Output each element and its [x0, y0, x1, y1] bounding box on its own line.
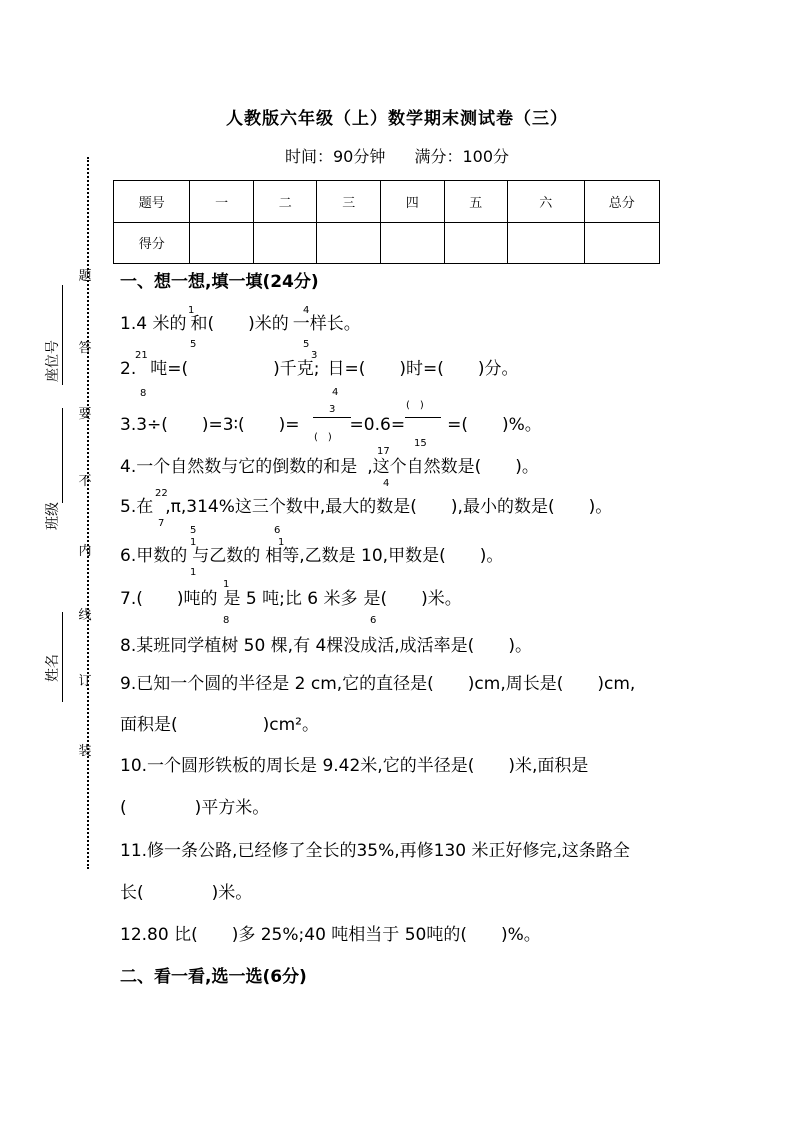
- question-11: 11.修一条公路,已经修了全长的35%,再修130 米正好修完,这条路全: [120, 841, 630, 861]
- question-1: 1.4 米的 和( )米的 一样长。: [120, 314, 361, 334]
- score-header-cell: 四: [381, 181, 445, 223]
- q2-top-digit: 5: [303, 339, 310, 350]
- q1-fraction-numerator: 1: [188, 305, 195, 316]
- question-2: 2. 吨=( )千克; 日=( )时=( )分。: [120, 359, 519, 379]
- binding-char: 要: [78, 407, 92, 422]
- score-header-cell: 题号: [114, 181, 190, 223]
- q2-fraction-numerator: 21: [135, 350, 148, 361]
- q6-fraction-numerator: 1: [278, 537, 285, 548]
- q3-fraction-bar: [313, 417, 351, 418]
- score-header-cell: 总分: [584, 181, 660, 223]
- question-8: 8.某班同学植树 50 棵,有 4棵没成活,成活率是( )。: [120, 636, 532, 656]
- name-label: 姓名: [45, 654, 61, 682]
- q4-bottom-digit: 4: [383, 478, 390, 489]
- q5-fraction-denominator: 7: [158, 518, 165, 529]
- name-line[interactable]: [62, 612, 63, 702]
- q3-fraction-denominator: ( ): [314, 432, 332, 443]
- q3-fraction2-bar: [405, 417, 441, 418]
- seat-number-label: 座位号: [45, 340, 61, 382]
- question-12: 12.80 比( )多 25%;40 吨相当于 50吨的( )%。: [120, 925, 541, 945]
- question-9: 9.已知一个圆的半径是 2 cm,它的直径是( )cm,周长是( )cm,: [120, 674, 636, 694]
- binding-char: 内: [78, 544, 92, 559]
- q7-bottom-digit: 8: [223, 615, 230, 626]
- score-table-header-row: [114, 181, 660, 223]
- score-row-label: 得分: [114, 222, 190, 264]
- question-5: 5.在 ,π,314%这三个数中,最大的数是( ),最小的数是( )。: [120, 497, 613, 517]
- binding-char: 不: [78, 474, 92, 489]
- q2-top-digit: 5: [190, 339, 197, 350]
- binding-char: 题: [78, 269, 92, 284]
- score-cell[interactable]: [190, 222, 254, 264]
- score-cell[interactable]: [444, 222, 508, 264]
- binding-char: 装: [78, 744, 92, 759]
- class-label: 班级: [45, 502, 61, 530]
- q1-fraction-numerator: 4: [303, 305, 310, 316]
- question-11-cont: 长( )米。: [120, 883, 253, 903]
- q7-fraction-numerator: 1: [223, 579, 230, 590]
- q3-fraction-digit: 3: [329, 404, 336, 415]
- q4-top-digit: 15: [414, 438, 427, 449]
- exam-time: 时间：90分钟: [284, 147, 386, 166]
- question-6: 6.甲数的 与乙数的 相等,乙数是 10,甲数是( )。: [120, 546, 504, 566]
- score-table: [113, 180, 660, 264]
- score-table-score-row: [114, 222, 660, 264]
- score-header-cell: 二: [253, 181, 317, 223]
- question-4: 4.一个自然数与它的倒数的和是 ,这个自然数是( )。: [120, 457, 539, 477]
- binding-char: 线: [78, 608, 92, 623]
- q7-bottom-digit: 6: [370, 615, 377, 626]
- score-cell[interactable]: [584, 222, 660, 264]
- score-cell[interactable]: [253, 222, 317, 264]
- section-heading-2: 二、看一看,选一选(6分): [120, 967, 307, 987]
- question-7: 7.( )吨的 是 5 吨;比 6 米多 是( )米。: [120, 589, 462, 609]
- q2-fraction-numerator: 3: [311, 350, 318, 361]
- seat-number-line[interactable]: [62, 285, 63, 385]
- q7-top-digit: 1: [190, 567, 197, 578]
- q5-fraction-numerator: 22: [155, 488, 168, 499]
- section-heading-1: 一、想一想,填一填(24分): [120, 272, 319, 292]
- exam-full-score: 满分：100分: [414, 147, 509, 166]
- score-header-cell: 一: [190, 181, 254, 223]
- q3-fraction2-numerator: ( ): [406, 400, 424, 411]
- class-line[interactable]: [62, 408, 63, 503]
- binding-char: 答: [78, 341, 92, 356]
- q6-fraction-numerator: 1: [190, 537, 197, 548]
- question-10-cont: ( )平方米。: [120, 798, 270, 818]
- binding-char: 订: [78, 674, 92, 689]
- q3-fraction-numerator: 4: [332, 387, 339, 398]
- q6-top-digit: 5: [190, 525, 197, 536]
- q3-top-digit: 8: [140, 388, 147, 399]
- score-header-cell: 三: [317, 181, 381, 223]
- exam-meta: [0, 144, 794, 167]
- q4-fraction-numerator: 17: [377, 446, 390, 457]
- question-3: 3.3÷( )=3∶( )= =0.6= =( )%。: [120, 415, 542, 435]
- binding-dotted-line: [87, 157, 89, 869]
- question-10: 10.一个圆形铁板的周长是 9.42米,它的半径是( )米,面积是: [120, 756, 589, 776]
- score-header-cell: 六: [508, 181, 584, 223]
- question-9-cont: 面积是( )cm²。: [120, 715, 319, 735]
- score-cell[interactable]: [508, 222, 584, 264]
- score-cell[interactable]: [381, 222, 445, 264]
- page-title: 人教版六年级（上）数学期末测试卷（三）: [226, 109, 568, 129]
- q6-top-digit: 6: [274, 525, 281, 536]
- score-cell[interactable]: [317, 222, 381, 264]
- score-header-cell: 五: [444, 181, 508, 223]
